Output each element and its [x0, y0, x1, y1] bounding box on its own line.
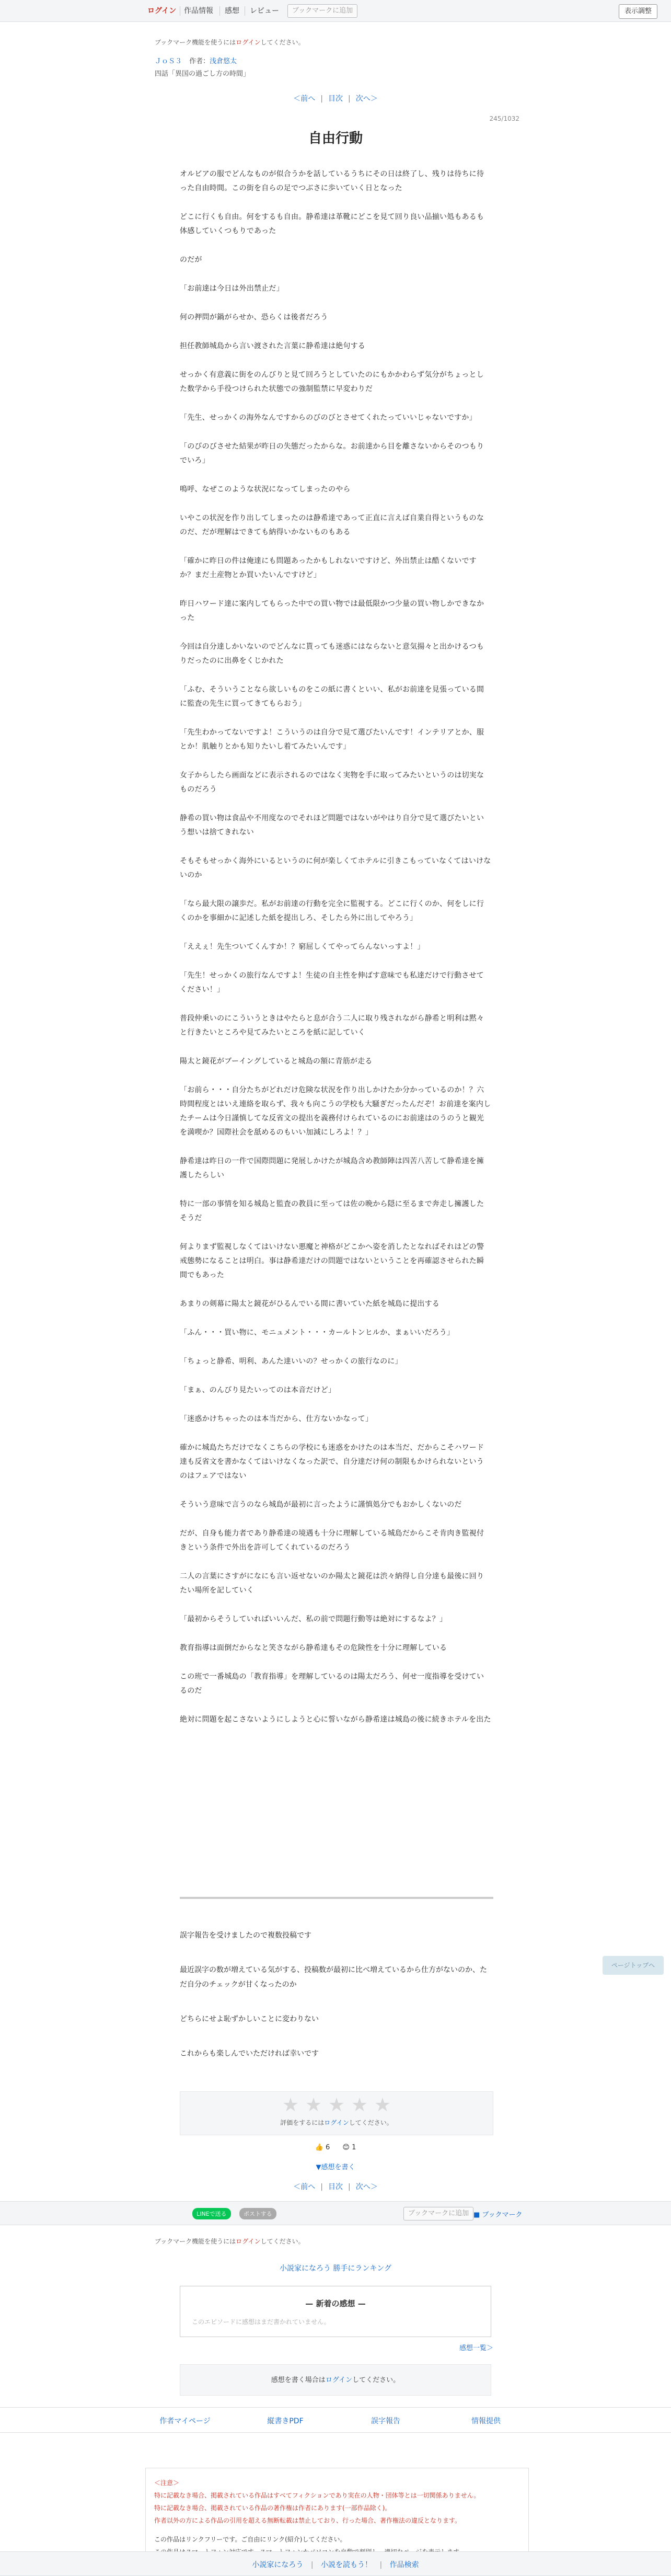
notice-line: 特に記載なき場合、掲載されている作品はすべてフィクションであり実在の人物・団体等とは一切関係ありません。 [154, 2492, 480, 2499]
notice-text: してください。 [352, 2376, 400, 2384]
notice-text: ブックマーク機能を使うには [155, 39, 236, 46]
body-paragraph: 「お前達は今日は外出禁止だ」 [180, 284, 284, 293]
body-paragraph: そういう意味で言うのなら城島が最初に言ったように謹慎処分でもおかしくないのだ [180, 1501, 462, 1509]
afterword-paragraph: 最近誤字の数が増えている気がする、投稿数が最初に比べ増えているから仕方がないのか、ただ自分のチェックが甘くなったのか [180, 1966, 487, 1989]
nav-sep: | [310, 2561, 314, 2569]
notice-text: してください。 [349, 2119, 393, 2126]
notice-text: ブックマーク機能を使うには [155, 2238, 236, 2245]
prev-link[interactable]: ＜前へ [293, 2183, 316, 2191]
impression-login-link[interactable]: ログイン [325, 2376, 353, 2384]
display-settings-button[interactable]: 表示調整 [619, 4, 657, 19]
toc-link[interactable]: 目次 [328, 2183, 343, 2191]
body-paragraph: 「ふん・・・買い物に、モニュメント・・・カールトンヒルか、まぁいいだろう」 [180, 1329, 455, 1337]
episode-nav-top [0, 93, 671, 104]
site-footer [0, 2551, 671, 2576]
bookmark-button[interactable]: ブックマークに追加 [403, 2207, 473, 2220]
author-link[interactable]: 浅倉悠太 [210, 58, 237, 65]
afterword-paragraph: 誤字報告を受けましたので複数投稿です [180, 1931, 311, 1940]
new-impressions-box [180, 2286, 491, 2337]
body-paragraph: 普段仲乗いのにこういうときはやたらと息が合う二人に取り残されながら静希と明利は黙々と行きたいところや見てみたいところを紙に記していく [180, 1014, 484, 1037]
new-impressions-title: — 新着の感想 — [305, 2299, 366, 2308]
nav-sep: | [320, 95, 323, 103]
write-impression-link[interactable]: ▼感想を書く [316, 2163, 355, 2171]
body-paragraph: いやこの状況を作り出してしまったのは静希達であって正直に言えば自業自得というものなのだ、だが理解はできても納得いかないものもある [180, 514, 484, 536]
no-impressions-text: このエピソードに感想はまだ書かれていません。 [192, 2318, 330, 2326]
body-paragraph: 何の押問が鍋がらせか、恐らくは後者だろう [180, 313, 328, 322]
body-paragraph: 教育指導は面倒だからなと笑さながら静希達もその危険性を十分に理解している [180, 1644, 447, 1652]
body-paragraph: 「ちょっと静希、明利、あんた達いいの？せっかくの旅行なのに」 [180, 1357, 402, 1366]
body-paragraph: 確かに城島たちだけでなくこちらの学校にも迷惑をかけたのは本当だ、だからこそハワード達も反省文を書かなくてはいけなくなった訳で、自分達だけ何の制限もかけられないというのはフェアではない [180, 1444, 484, 1480]
impressions-link[interactable]: 感想 [225, 7, 239, 15]
body-paragraph: 「のびのびさせた結果が昨日の失態だったからな。お前達から目を離さないからそのつもりでいろ」 [180, 442, 484, 465]
notice-line: 特に記載なき場合、掲載されている作品の著作権は作者にあります(一部作品除く)。 [154, 2504, 391, 2512]
body-paragraph: 女子からしたら画面などに表示されるのではなく実物を手に取ってみたいというのは切実なものだろう [180, 771, 484, 794]
body-paragraph: あまりの剣幕に陽太と鏡花がひるんでいる間に書いていた紙を城島に提出する [180, 1300, 439, 1308]
notice-text: してください。 [260, 2238, 305, 2245]
rating-box [180, 2091, 493, 2135]
new-impressions-title-text: 新着の感想 [316, 2299, 355, 2308]
prev-link[interactable]: ＜前へ [293, 95, 316, 103]
divider [0, 2432, 671, 2433]
nav-sep: | [348, 2183, 351, 2191]
body-paragraph: 「ふむ、そういうことなら欲しいものをこの紙に書くといい、私がお前達を見張っている間に監査の先生に買ってきてもらおう」 [180, 685, 484, 708]
body-paragraph: 静希達は昨日の一件で国際問題に発展しかけたが城島含め教師陣は四苦八苦して静希達を擁護したらしい [180, 1157, 484, 1180]
work-info-link[interactable]: 作品情報 [184, 7, 213, 15]
afterword-paragraph: これからも楽しんでいただければ幸いです [180, 2050, 319, 2058]
body-paragraph: そもそもせっかく海外にいるというのに何が楽しくてホテルに引きこもっていなくてはいけないのか [180, 857, 491, 879]
author-label: 作者： [189, 58, 210, 65]
body-paragraph: 「お前ら・・・自分たちがどれだけ危険な状況を作り出しかけたか分かっているのか！？六時間程度とはいえ連絡を取らず、我々も向こうの学校も大騒ぎだったんだぞ！お前達を案内したチームは今日謹慎してな反省文の提出を義務付けられているのにお前達はのうのうと観光を満喫か？国際社会を舐めるのもいい加減にしろよ！？」 [180, 1086, 491, 1137]
body-paragraph: 絶対に問題を起こさないようにしようと心に誓いながら静希達は城島の後に続きホテルを出た [180, 1715, 491, 1724]
body-paragraph: 担任教師城島から言い渡された言葉に静希達は絶句する [180, 342, 365, 350]
body-paragraph: 鳴呼、なぜこのような状況になってしまったのやら [180, 485, 351, 494]
afterword [180, 1928, 491, 2081]
review-link[interactable]: レビュー [250, 7, 279, 15]
afterword-paragraph: どちらにせよ恥ずかしいことに変わりない [180, 2015, 319, 2023]
notice-login-link[interactable]: ログイン [236, 2238, 261, 2245]
bookmark-notice [155, 2237, 305, 2246]
divider [0, 2407, 671, 2408]
nav-sep: | [320, 2183, 323, 2191]
body-paragraph: どこに行くも自由。何をするも自由。静希達は革靴にどこを見て回り良い品揃い処もあるも体感していくつもりであった [180, 213, 484, 235]
ranking-link[interactable]: 小説家になろう 勝手にランキング [279, 2264, 392, 2273]
vertical-pdf-link[interactable]: 縦書きPDF [267, 2417, 304, 2425]
divider [219, 6, 220, 16]
body-paragraph: だが、自身も能力者であり静希達の境遇も十分に理解している城島だからこそ肯肉き監視付きという条件で外出を許可してくれているのだろう [180, 1529, 484, 1552]
star-icon[interactable]: ★ [351, 2094, 368, 2116]
next-link[interactable]: 次へ＞ [355, 2183, 378, 2191]
site-footer-links [0, 2559, 671, 2570]
page-counter: 245/1032 [489, 115, 519, 122]
smile-icon[interactable]: 😊 [342, 2144, 350, 2151]
notice-line: この作品はリンクフリーです。ご自由にリンク(紹介)してください。 [154, 2536, 346, 2543]
nav-sep: | [379, 2561, 383, 2569]
body-paragraph: 「まぁ、のんびり見たいってのは本音だけど」 [180, 1386, 336, 1394]
work-title-link[interactable]: ＪｏＳ３ [155, 58, 182, 65]
divider [180, 1897, 493, 1899]
typo-report-link[interactable]: 誤字報告 [371, 2417, 400, 2425]
notice-text: してください。 [260, 39, 305, 46]
body-paragraph: 「先生！せっかくの旅行なんですよ！生徒の自主性を伸ばす意味でも私達だけで行動させてください！」 [180, 971, 484, 994]
share-bar [0, 2201, 671, 2225]
smile-count: 1 [352, 2144, 356, 2151]
like-icon[interactable]: 👍 [315, 2144, 323, 2151]
work-info [155, 55, 237, 65]
body-paragraph: オルビアの服でどんなものが似合うかを話しているうちにその日は終了し、残りは待ちに待った自由時間。この街を自らの足でつぶさに歩いていく日となった [180, 170, 484, 192]
notice-title: ＜注意＞ [154, 2479, 180, 2487]
body-paragraph: 「ええぇ！先生ついてくんすか！？窮屈しくてやってらんないっすよ！」 [180, 943, 425, 951]
info-report-link[interactable]: 情報提供 [471, 2417, 501, 2425]
top-header [0, 0, 671, 22]
x-post-button[interactable]: ポストする [239, 2208, 276, 2219]
bookmark-button[interactable]: ブックマークに追加 [287, 4, 357, 18]
notice-line: 作者以外の方による作品の引用を超える無断転載は禁止しており、行った場合、著作権法の違反となります。 [154, 2517, 461, 2524]
bookmark-link[interactable] [473, 2209, 523, 2219]
reactions [0, 2144, 671, 2151]
toc-link[interactable]: 目次 [328, 95, 343, 103]
body-paragraph: 静希の買い物は食品や不用度なのでそれほど問題ではないがやはり自分で見て選びたいという想いは捨てきれない [180, 814, 484, 837]
chapter-title: 四話「異国の過ごし方の時間」 [155, 70, 250, 78]
episode-nav-bottom [0, 2181, 671, 2192]
body-paragraph: 「迷惑かけちゃったのは本当だから、仕方ないかなって」 [180, 1415, 373, 1423]
footer-links [138, 2415, 533, 2426]
body-paragraph: この班で一番城島の「教育指導」を理解しているのは陽太だろう、何せ一度指導を受けているのだ [180, 1673, 484, 1695]
notice-text: 評価をするには [280, 2119, 325, 2126]
bookmark-notice [155, 38, 305, 47]
body-paragraph: 「先生わかってないですよ！こういうのは自分で見て選びたいんです！インテリアとか、服とか！肌触りとかも知りたいし着てみたいんです」 [180, 728, 484, 751]
body-paragraph: 何よりまず監視しなくてはいけない悪魔と神格がどこかへ姿を消したとなればそれはどの警戒態勢になることは明白。事は静希達だけの問題ではないということを再確認させられた瞬間でもあった [180, 1243, 484, 1279]
body-paragraph: 二人の言葉にさすがになにも言い返せないのか陽太と鏡花は渋々納得し自分達も最後に回りたい場所を記していく [180, 1572, 484, 1595]
page-top-button[interactable]: ページトップへ [603, 1956, 664, 1975]
author-mypage-link[interactable]: 作者マイページ [159, 2417, 211, 2425]
bookmark-icon: ■ [473, 2211, 480, 2219]
search-link[interactable]: 作品検索 [389, 2561, 419, 2569]
body-paragraph: のだが [180, 256, 202, 264]
impression-login-box [180, 2364, 491, 2396]
line-share-button[interactable]: LINEで送る [192, 2208, 231, 2219]
body-paragraph: 今回は自分達しかいないのでどんなに貰っても迷惑にはならないと意気揚々と出かけるつもりだったのに出鼻をくじかれた [180, 643, 484, 665]
notice-text: 感想を書く場合は [271, 2376, 326, 2384]
rating-login-link[interactable]: ログイン [324, 2119, 349, 2126]
notice-login-link[interactable]: ログイン [236, 39, 261, 46]
narou-link[interactable]: 小説家になろう [252, 2561, 304, 2569]
body-paragraph: 「先生、せっかくの海外なんですからのびのびとさせてくれたっていいじゃないですか」 [180, 414, 477, 422]
body-paragraph: 「なら最大限の譲歩だ。私がお前達の行動を完全に監視する。どこに行くのか、何をしに行くのかを事細かに記述した紙を提出しろ、そしたら外に出してやろう」 [180, 900, 484, 922]
rating-login-notice [180, 2118, 493, 2127]
yomou-link[interactable]: 小説を読もう！ [321, 2561, 372, 2569]
body-paragraph: 昨日ハワード達に案内してもらった中での買い物では最低限かつ少量の買い物しかできなかった [180, 600, 484, 622]
next-link[interactable]: 次へ＞ [355, 95, 378, 103]
star-rating[interactable] [180, 2096, 493, 2115]
nav-sep: | [348, 95, 351, 103]
body-paragraph: せっかく有意義に街をのんびりと見て回ろうとしていたのにもかかわらず気分がちょっとした数学から手役つけられた状態での強制監禁に早変わりだ [180, 371, 484, 393]
body-paragraph: 「確かに昨日の件は俺達にも問題あったかもしれないですけど、外出禁止は酷くないですか？まだ土産物とか買いたいんですけど」 [180, 557, 477, 579]
impressions-list-link[interactable]: 感想一覧＞ [459, 2344, 493, 2352]
login-link[interactable]: ログイン [147, 7, 177, 15]
episode-body [180, 167, 491, 1742]
like-count: 6 [325, 2144, 330, 2151]
star-icon[interactable]: ★ [305, 2094, 322, 2116]
body-paragraph: 陽太と鏡花がブーイングしていると城島の額に青筋が走る [180, 1057, 373, 1066]
body-paragraph: 「最初からそうしていればいいんだ、私の前で問題行動等は絶対にするなよ？」 [180, 1615, 447, 1623]
star-icon[interactable]: ★ [374, 2094, 391, 2116]
star-icon[interactable]: ★ [328, 2094, 345, 2116]
star-icon[interactable]: ★ [282, 2094, 299, 2116]
episode-title: 自由行動 [308, 131, 363, 146]
body-paragraph: 特に一部の事情を知る城島と監査の教員に至っては佐の晩から隠に至るまで奔走し擁護したそうだ [180, 1200, 484, 1222]
bookmark-label: ブックマーク [482, 2211, 523, 2219]
